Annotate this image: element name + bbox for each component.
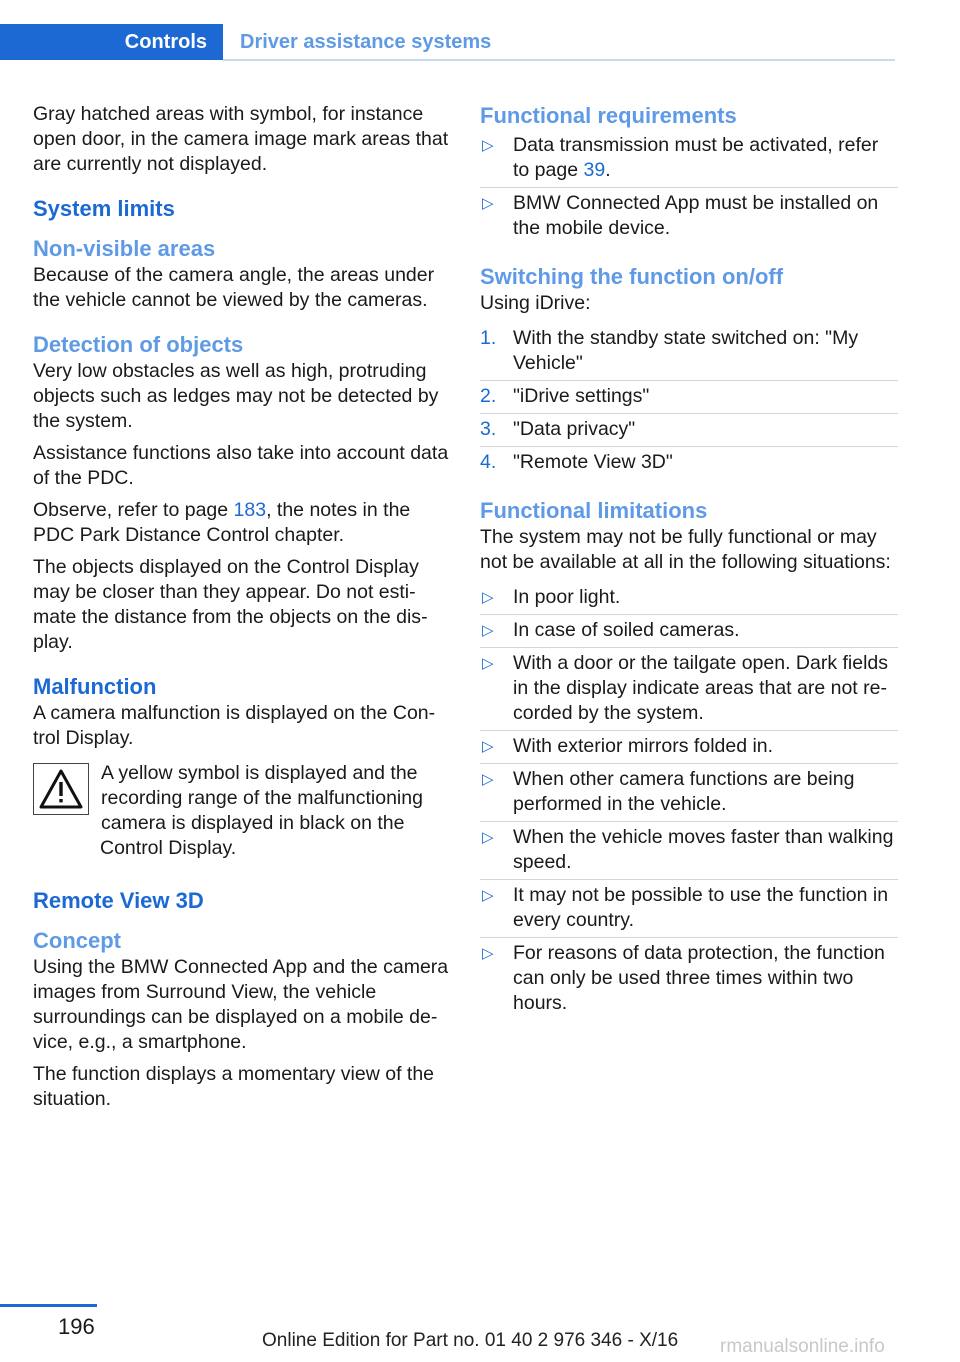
warning-paragraph: A yellow symbol is displayed and the recording range of the malfunctioning camera is displayed in black on the Control Display. [100, 762, 423, 859]
list-item [480, 731, 898, 764]
steps-list [480, 323, 898, 479]
list-item [480, 615, 898, 648]
limitation-text: In poor light. [513, 586, 621, 608]
using-idrive-text: Using iDrive: [480, 292, 591, 314]
triangle-bullet-icon: ▷ [482, 589, 494, 606]
section-title[interactable]: Driver assistance systems [240, 31, 492, 53]
concept-paragraph-1: Using the BMW Connected App and the camera images from Surround View, the vehicle surroundings can be displayed on a mobile device, e.g., a smartphone. [33, 956, 449, 1053]
triangle-bullet-icon: ▷ [482, 195, 494, 212]
step-number: 3. [480, 418, 497, 440]
header-rule [223, 59, 895, 61]
list-item [480, 323, 898, 381]
triangle-bullet-icon: ▷ [482, 738, 494, 755]
warning-triangle-icon [33, 763, 89, 815]
limitation-text: When the vehicle moves faster than walking speed. [513, 826, 894, 873]
triangle-bullet-icon: ▷ [482, 137, 494, 154]
list-item [480, 764, 898, 822]
heading-system-limits: System limits [33, 196, 175, 221]
step-text: "Data privacy" [513, 418, 636, 440]
heading-nonvisible-areas: Non-visible areas [33, 236, 216, 261]
heading-remote-view-3d: Remote View 3D [33, 888, 204, 913]
limitation-text: For reasons of data protection, the function can only be used three times within two hours. [513, 942, 885, 1014]
limitation-text: In case of soiled cameras. [513, 619, 740, 641]
list-item [480, 447, 898, 479]
limitation-text: With a door or the tailgate open. Dark fields in the display indicate areas that are not recorded by the system. [513, 652, 889, 724]
step-number: 2. [480, 385, 497, 407]
warning-block [33, 761, 449, 861]
requirement-text-before: Data transmission must be activated, refer to page [513, 134, 879, 181]
requirements-list [480, 130, 898, 245]
requirement-text: BMW Connected App must be installed on the mobile device. [513, 192, 879, 239]
list-item [480, 582, 898, 615]
page-header [0, 24, 895, 62]
heading-functional-limitations: Functional limitations [480, 498, 708, 523]
concept-paragraph-2: The function displays a momentary view of the situation. [33, 1063, 435, 1110]
step-text: "iDrive settings" [513, 385, 650, 407]
observe-text-before: Observe, refer to page [33, 499, 234, 521]
limitation-text: When other camera functions are being performed in the vehicle. [513, 768, 855, 815]
triangle-bullet-icon: ▷ [482, 622, 494, 639]
list-item [480, 188, 898, 245]
triangle-bullet-icon: ▷ [482, 771, 494, 788]
triangle-bullet-icon: ▷ [482, 945, 494, 962]
detection-paragraph-2: Assistance functions also take into account data of the PDC. [33, 442, 449, 489]
nonvisible-paragraph: Because of the camera angle, the areas under the vehicle cannot be viewed by the cameras. [33, 264, 435, 311]
list-item [480, 822, 898, 880]
left-column [33, 102, 449, 1119]
right-column [480, 102, 898, 1027]
page-link-39[interactable]: 39 [583, 159, 606, 181]
step-number: 4. [480, 451, 497, 473]
step-text: "Remote View 3D" [513, 451, 673, 473]
triangle-bullet-icon: ▷ [482, 655, 494, 672]
page-link-183[interactable]: 183 [233, 499, 267, 521]
watermark: rmanualsonline.info [720, 1336, 885, 1357]
detection-paragraph-4: The objects displayed on the Control Display may be closer than they appear. Do not estimate the distance from the objects on the display. [33, 556, 428, 653]
heading-malfunction: Malfunction [33, 674, 157, 699]
intro-paragraph: Gray hatched areas with symbol, for instance open door, in the camera image mark areas that are currently not displayed. [33, 103, 449, 175]
list-item [480, 648, 898, 731]
list-item [480, 938, 898, 1020]
step-text: With the standby state switched on: "My Vehicle" [513, 327, 859, 374]
step-number: 1. [480, 327, 497, 349]
list-item [480, 130, 898, 188]
edition-text: Online Edition for Part no. 01 40 2 976 346 - X/16 [262, 1330, 679, 1351]
detection-paragraph-1: Very low obstacles as well as high, protruding objects such as ledges may not be detected by the system. [33, 360, 439, 432]
observe-paragraph [33, 498, 449, 548]
page-number: 196 [58, 1314, 95, 1339]
observe-text-after: , the notes in the PDC Park Distance Control chapter. [33, 499, 411, 546]
footer-rule [0, 1304, 97, 1307]
heading-detection-objects: Detection of objects [33, 332, 244, 357]
heading-functional-requirements: Functional requirements [480, 103, 737, 128]
triangle-bullet-icon: ▷ [482, 887, 494, 904]
list-item [480, 414, 898, 447]
heading-switching-function: Switching the function on/off [480, 264, 784, 289]
requirement-text-after: . [605, 159, 611, 181]
limitations-list [480, 582, 898, 1020]
list-item [480, 381, 898, 414]
chapter-tab[interactable]: Controls [0, 24, 223, 60]
limitation-text: It may not be possible to use the function in every country. [513, 884, 889, 931]
limitations-paragraph: The system may not be fully functional or may not be available at all in the following situations: [480, 526, 891, 573]
heading-concept: Concept [33, 928, 121, 953]
limitation-text: With exterior mirrors folded in. [513, 735, 774, 757]
list-item [480, 880, 898, 938]
malfunction-paragraph: A camera malfunction is displayed on the Control Display. [33, 702, 436, 749]
triangle-bullet-icon: ▷ [482, 829, 494, 846]
